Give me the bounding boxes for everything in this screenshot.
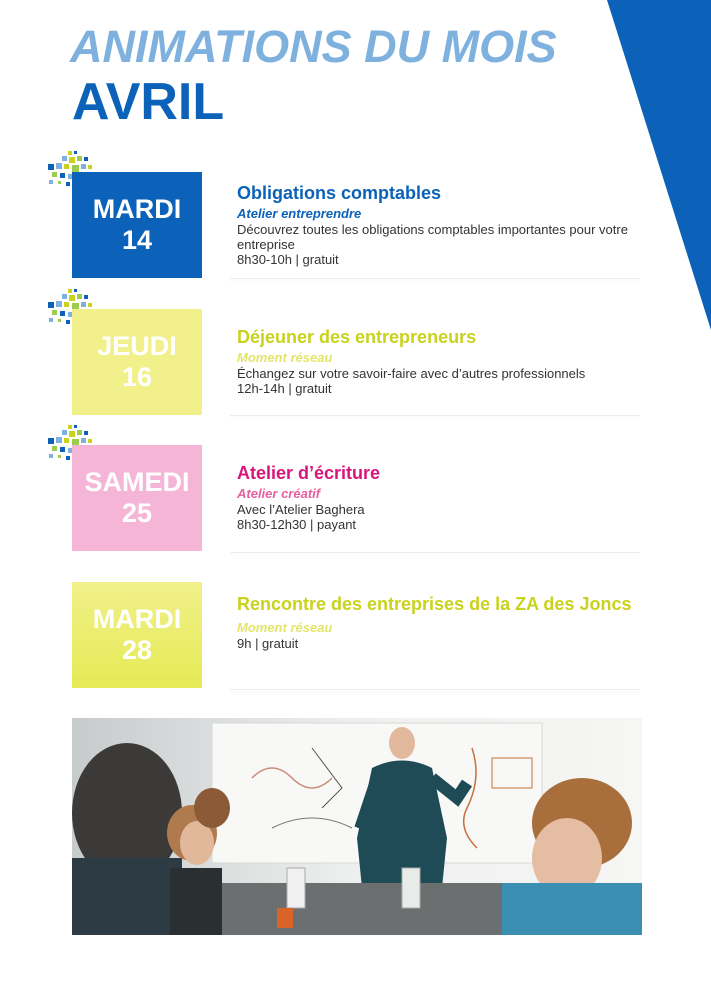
workshop-photo-icon xyxy=(72,718,642,935)
event-date-number: 14 xyxy=(121,225,153,255)
event-subtitle: Moment réseau xyxy=(237,350,333,365)
event-day: JEUDI xyxy=(97,331,177,361)
event-meta: 12h-14h | gratuit xyxy=(237,381,332,396)
event-info xyxy=(237,182,657,268)
event-day: MARDI xyxy=(92,604,182,634)
page-kicker: ANIMATIONS DU MOIS xyxy=(70,21,557,72)
event-meta: 8h30-12h30 | payant xyxy=(237,517,357,532)
event-info xyxy=(237,462,657,533)
event-description: Échangez sur votre savoir-faire avec d’autres professionnels xyxy=(237,366,586,381)
event-item xyxy=(0,172,711,292)
event-date-box xyxy=(72,172,202,278)
event-item xyxy=(0,309,711,429)
event-title: Obligations comptables xyxy=(237,183,442,203)
event-subtitle: Atelier entreprendre xyxy=(237,206,362,221)
event-description: Découvrez toutes les obligations comptables importantes pour votre entreprise xyxy=(237,222,628,252)
event-item xyxy=(0,445,711,565)
divider xyxy=(230,552,640,553)
event-date-box xyxy=(72,309,202,415)
event-description: Avec l’Atelier Baghera xyxy=(237,502,365,517)
event-day: MARDI xyxy=(92,194,182,224)
event-day: SAMEDI xyxy=(84,467,190,497)
event-meta: 9h | gratuit xyxy=(237,636,299,651)
event-date-number: 28 xyxy=(121,635,153,665)
event-meta: 8h30-10h | gratuit xyxy=(237,252,339,267)
divider xyxy=(230,689,640,690)
event-date-box xyxy=(72,445,202,551)
workshop-photo xyxy=(72,718,642,935)
event-date-box xyxy=(72,582,202,688)
divider xyxy=(230,278,640,279)
event-date-number: 16 xyxy=(121,362,153,392)
event-title: Atelier d’écriture xyxy=(237,463,381,483)
page-title: AVRIL xyxy=(72,73,225,131)
event-info xyxy=(237,326,657,397)
event-item xyxy=(0,582,711,702)
divider xyxy=(230,415,640,416)
event-title: Déjeuner des entrepreneurs xyxy=(237,327,477,347)
event-title: Rencontre des entreprises de la ZA des Joncs xyxy=(237,594,632,614)
event-subtitle: Moment réseau xyxy=(237,620,333,635)
event-date-number: 25 xyxy=(121,498,153,528)
event-info xyxy=(237,593,637,652)
event-subtitle: Atelier créatif xyxy=(237,486,321,501)
